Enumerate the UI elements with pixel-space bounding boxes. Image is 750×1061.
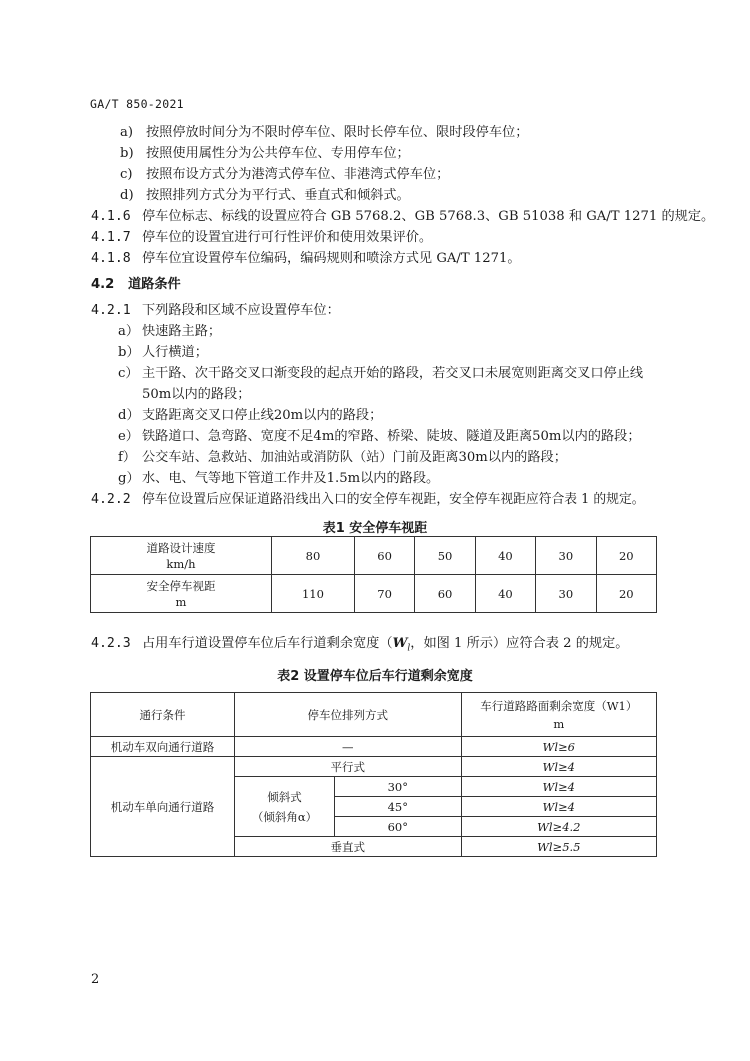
clause-text-part: ，如图 1 所示）应符合表 2 的规定。 <box>410 636 629 651</box>
list-item-label: f） <box>118 450 137 465</box>
angle-cell: 30° <box>335 777 462 797</box>
distance-cell: 110 <box>272 575 355 613</box>
header-label: 安全停车视距 <box>146 578 216 593</box>
clause-number: 4.1.6 <box>91 209 131 224</box>
list-item-text-continued: 50m以内的路段； <box>142 387 251 402</box>
list-item-text: 主干路、次干路交叉口渐变段的起点开始的路段，若交叉口未展宽则距离交叉口停止线 <box>142 366 644 381</box>
distance-cell: 30 <box>536 575 596 613</box>
header-arrangement: 停车位排列方式 <box>235 693 462 737</box>
stopping-sight-distance-table <box>90 536 657 613</box>
header-unit: km/h <box>166 556 196 571</box>
clause-text: 停车位设置后应保证道路沿线出入口的安全停车视距，安全停车视距应符合表 1 的规定。 <box>142 492 645 507</box>
header-width-label: 车行道路路面剩余宽度（W1） <box>480 698 638 713</box>
arrangement-cell: — <box>235 737 462 757</box>
width-cell: Wl≥5.5 <box>461 837 656 857</box>
table-caption: 表2 设置停车位后车行道剩余宽度 <box>277 669 473 684</box>
list-item-text: 按照布设方式分为港湾式停车位、非港湾式停车位； <box>146 167 450 182</box>
list-item-label: g） <box>118 471 140 486</box>
list-item-label: a) <box>120 125 134 140</box>
clause-text <box>142 635 628 658</box>
angle-cell: 45° <box>335 797 462 817</box>
clause-text: 停车位标志、标线的设置应符合 GB 5768.2、GB 5768.3、GB 51038 和 GA/T 1271 的规定。 <box>142 209 715 224</box>
list-item-text: 公交车站、急救站、加油站或消防队（站）门前及距离30m以内的路段； <box>142 450 567 465</box>
list-item-text: 按照停放时间分为不限时停车位、限时长停车位、限时段停车位； <box>146 125 529 140</box>
list-item-text: 按照排列方式分为平行式、垂直式和倾斜式。 <box>146 188 410 203</box>
clause-text: 下列路段和区域不应设置停车位： <box>142 303 340 318</box>
list-item-text: 快速路主路； <box>142 324 222 339</box>
clause-number: 4.2.3 <box>91 636 131 651</box>
oblique-cell <box>235 777 335 837</box>
width-cell: Wl≥4 <box>461 777 656 797</box>
list-item-text: 水、电、气等地下管道工作井及1.5m以内的路段。 <box>142 471 440 486</box>
distance-cell: 70 <box>354 575 414 613</box>
clause-text: 停车位的设置宜进行可行性评价和使用效果评价。 <box>142 230 433 245</box>
clause-number: 4.2.2 <box>91 492 131 507</box>
section-title: 道路条件 <box>128 277 181 292</box>
clause-number: 4.1.8 <box>91 251 131 266</box>
list-item-text: 铁路道口、急弯路、宽度不足4m的窄路、桥梁、陡坡、隧道及距离50m以内的路段； <box>142 429 641 444</box>
table-row <box>91 575 657 613</box>
oblique-label: 倾斜式 <box>267 789 302 804</box>
list-item-label: c) <box>120 167 133 182</box>
header-width <box>461 693 656 737</box>
arrangement-cell: 垂直式 <box>235 837 462 857</box>
speed-cell: 60 <box>354 537 414 575</box>
table-row <box>91 757 657 777</box>
arrangement-cell: 平行式 <box>235 757 462 777</box>
distance-cell: 60 <box>415 575 475 613</box>
distance-cell: 40 <box>475 575 535 613</box>
table-caption: 表1 安全停车视距 <box>322 521 428 536</box>
table-row <box>91 537 657 575</box>
oblique-angle-label: （倾斜角α） <box>251 809 318 824</box>
angle-cell: 60° <box>335 817 462 837</box>
header-condition: 通行条件 <box>91 693 235 737</box>
list-item-label: d） <box>118 408 140 423</box>
condition-cell: 机动车双向通行道路 <box>91 737 235 757</box>
clause-text: 停车位宜设置停车位编码，编码规则和喷涂方式见 GA/T 1271。 <box>142 251 521 266</box>
condition-cell: 机动车单向通行道路 <box>91 757 235 857</box>
list-item-text: 人行横道； <box>142 345 208 360</box>
section-number: 4.2 <box>91 277 115 292</box>
row-header-cell <box>91 537 272 575</box>
distance-cell: 20 <box>596 575 656 613</box>
speed-cell: 30 <box>536 537 596 575</box>
header-unit: m <box>175 594 187 609</box>
width-cell: Wl≥4 <box>461 757 656 777</box>
width-cell: Wl≥4.2 <box>461 817 656 837</box>
table-row <box>91 737 657 757</box>
list-item-label: b） <box>118 345 140 360</box>
table-header-row <box>91 693 657 737</box>
list-item-text: 按照使用属性分为公共停车位、专用停车位； <box>146 146 410 161</box>
width-variable-subscript: l <box>407 643 411 654</box>
header-width-unit: m <box>553 716 565 731</box>
speed-cell: 40 <box>475 537 535 575</box>
clause-text-part: 占用车行道设置停车位后车行道剩余宽度（ <box>142 636 393 651</box>
speed-cell: 20 <box>596 537 656 575</box>
speed-cell: 80 <box>272 537 355 575</box>
list-item-label: e） <box>118 429 139 444</box>
list-item-label: d) <box>120 188 134 203</box>
clause-number: 4.2.1 <box>91 303 131 318</box>
list-item-label: b) <box>120 146 134 161</box>
clause-number: 4.1.7 <box>91 230 131 245</box>
remaining-width-table <box>90 692 657 857</box>
page-number: 2 <box>91 972 100 987</box>
row-header-cell <box>91 575 272 613</box>
list-item-label: a） <box>118 324 140 339</box>
document-header: GA/T 850-2021 <box>90 97 184 111</box>
speed-cell: 50 <box>415 537 475 575</box>
width-cell: Wl≥4 <box>461 797 656 817</box>
width-variable: W <box>392 636 408 651</box>
list-item-text: 支路距离交叉口停止线20m以内的路段； <box>142 408 383 423</box>
list-item-label: c） <box>118 366 139 381</box>
width-cell: Wl≥6 <box>461 737 656 757</box>
header-label: 道路设计速度 <box>146 540 216 555</box>
